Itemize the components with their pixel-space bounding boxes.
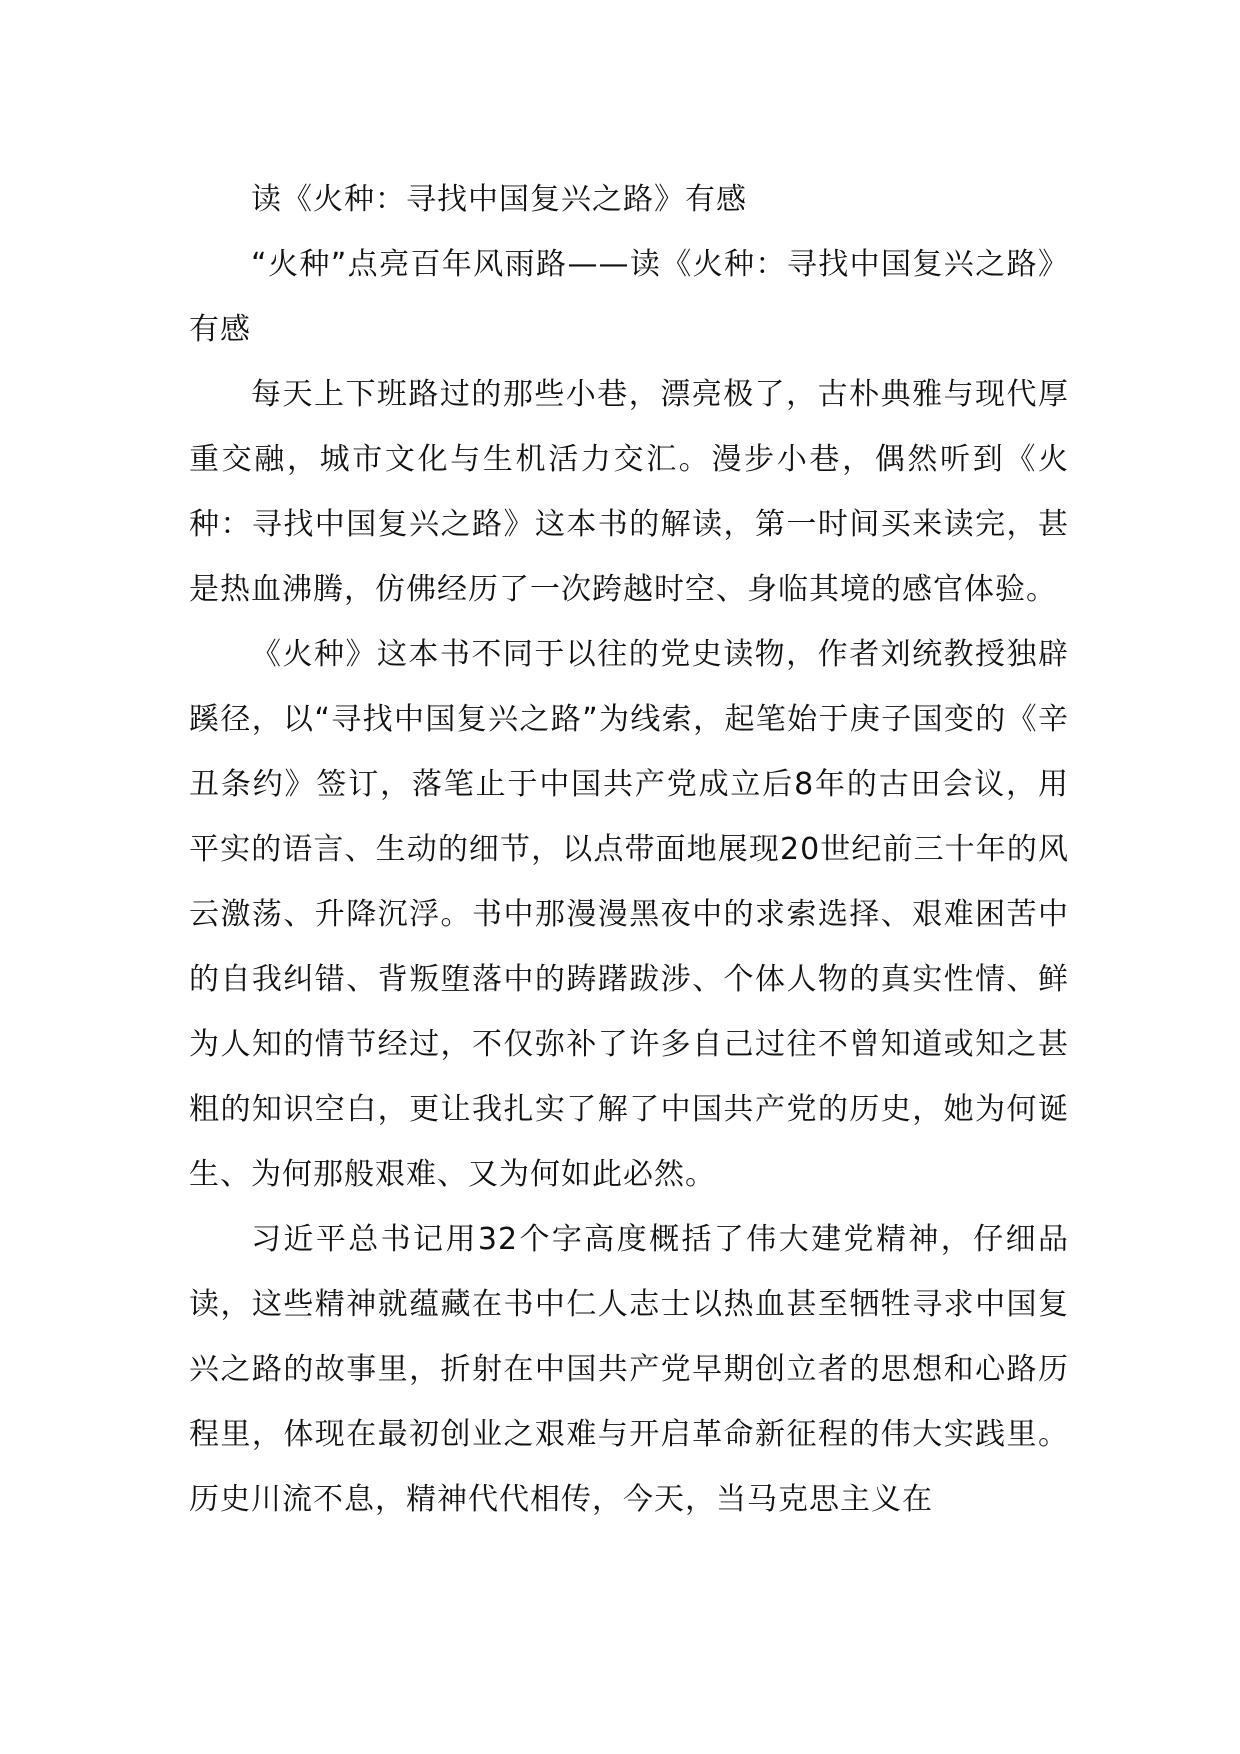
document-subtitle: “火种”点亮百年风雨路——读《火种：寻找中国复兴之路》有感 — [189, 247, 1069, 347]
paragraph-1: 每天上下班路过的那些小巷，漂亮极了，古朴典雅与现代厚重交融，城市文化与生机活力交汇。漫步小巷，偶然听到《火种：寻找中国复兴之路》这本书的解读，第一时间买来读完，甚是热血沸腾，仿佛经历了一次跨越时空、身临其境的感官体验。 — [189, 377, 1069, 607]
paragraph-2: 《火种》这本书不同于以往的党史读物，作者刘统教授独辟蹊径，以“寻找中国复兴之路”为线索，起笔始于庚子国变的《辛丑条约》签订，落笔止于中国共产党成立后8年的古田会议，用平实的语言、生动的细节，以点带面地展现20世纪前三十年的风云激荡、升降沉浮。书中那漫漫黑夜中的求索选择、艰难困苦中的自我纠错、背叛堕落中的踌躇跋涉、个体人物的真实性情、鲜为人知的情节经过，不仅弥补了许多自己过往不曾知道或知之甚粗的知识空白，更让我扎实了解了中国共产党的历史，她为何诞生、为何那般艰难、又为何如此必然。 — [189, 637, 1069, 1192]
document-page — [189, 167, 1069, 1532]
document-title: 读《火种：寻找中国复兴之路》有感 — [251, 182, 747, 217]
paragraph-3: 习近平总书记用32个字高度概括了伟大建党精神，仔细品读，这些精神就蕴藏在书中仁人志士以热血甚至牺牲寻求中国复兴之路的故事里，折射在中国共产党早期创立者的思想和心路历程里，体现在最初创业之艰难与开启革命新征程的伟大实践里。历史川流不息，精神代代相传，今天，当马克思主义在 — [189, 1222, 1069, 1517]
